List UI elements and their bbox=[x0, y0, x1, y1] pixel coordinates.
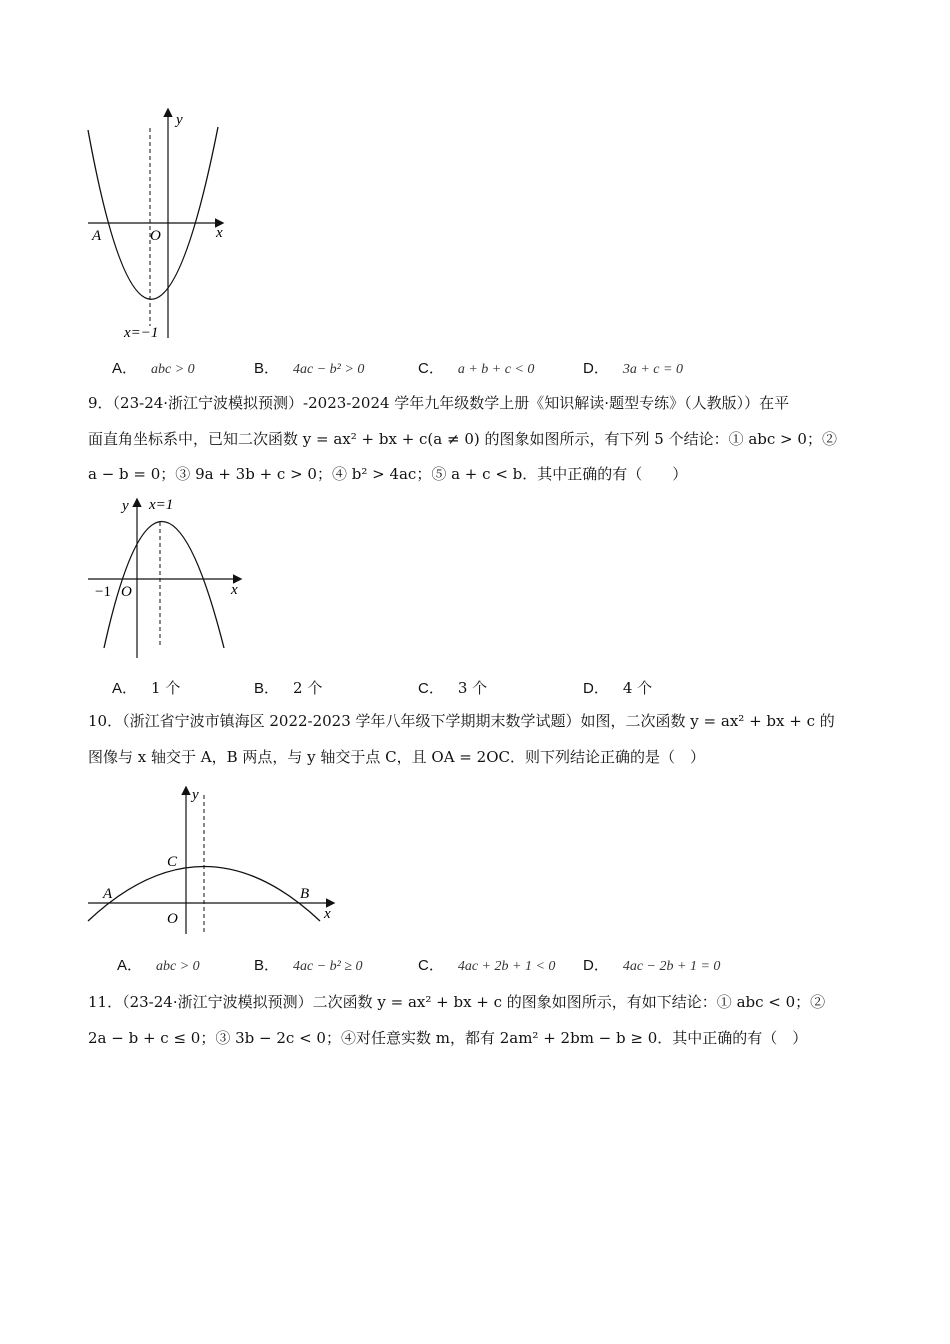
point-c-label: C bbox=[167, 854, 178, 870]
option-expr: 4ac − b² ≥ 0 bbox=[293, 959, 363, 974]
option-expr: 3a + c = 0 bbox=[622, 362, 683, 377]
point-a-label: A bbox=[92, 228, 102, 244]
option-expr: a + b + c < 0 bbox=[457, 362, 535, 377]
figure-q9-parabola bbox=[85, 490, 250, 662]
option-label: D． bbox=[583, 957, 609, 974]
x-axis-label: x bbox=[324, 906, 331, 922]
option-label: A． bbox=[112, 360, 138, 377]
symmetry-axis-label: x=1 bbox=[149, 497, 174, 513]
option-label: B． bbox=[254, 360, 280, 377]
option-label: B． bbox=[254, 680, 280, 697]
q9-option-a[interactable] bbox=[112, 677, 180, 698]
option-expr: 3 个 bbox=[457, 679, 488, 697]
figure-q8-parabola bbox=[80, 105, 240, 345]
option-expr: 1 个 bbox=[151, 679, 181, 697]
option-expr: 4ac − 2b + 1 = 0 bbox=[622, 959, 721, 974]
parabola-curve bbox=[88, 127, 218, 299]
option-label: C． bbox=[418, 680, 444, 697]
option-label: C． bbox=[418, 360, 444, 377]
q8-option-a[interactable] bbox=[112, 357, 195, 378]
option-label: A． bbox=[117, 957, 143, 974]
point-a-label: A bbox=[103, 886, 113, 902]
q10-option-a[interactable] bbox=[117, 954, 200, 975]
figure-q10-parabola bbox=[85, 780, 340, 940]
option-label: C． bbox=[418, 957, 444, 974]
y-axis-label: y bbox=[176, 112, 183, 128]
y-axis-label: y bbox=[122, 498, 129, 514]
q9-option-b[interactable] bbox=[254, 677, 322, 698]
option-expr: 4ac − b² > 0 bbox=[293, 362, 365, 377]
option-expr: abc > 0 bbox=[156, 959, 200, 974]
origin-label: O bbox=[150, 228, 161, 244]
option-expr: 2 个 bbox=[293, 679, 323, 697]
x-axis-label: x bbox=[231, 582, 238, 598]
q9-text-line-2: 面直角坐标系中，已知二次函数 y = ax² + bx + c(a ≠ 0) 的图象如图所示，有下列 5 个结论：① abc > 0；② bbox=[88, 430, 837, 448]
origin-label: O bbox=[167, 911, 178, 927]
q10-option-b[interactable] bbox=[254, 954, 363, 975]
option-label: B． bbox=[254, 957, 280, 974]
option-label: D． bbox=[583, 680, 609, 697]
option-label: A． bbox=[112, 680, 138, 697]
q10-text-line-2: 图像与 x 轴交于 A，B 两点，与 y 轴交于点 C，且 OA = 2OC．则下列结论正确的是（ ） bbox=[88, 748, 705, 766]
q8-option-c[interactable] bbox=[418, 357, 534, 378]
q10-option-d[interactable] bbox=[583, 954, 720, 975]
option-expr: 4ac + 2b + 1 < 0 bbox=[457, 959, 556, 974]
q8-option-d[interactable] bbox=[583, 357, 683, 378]
q8-option-b[interactable] bbox=[254, 357, 364, 378]
neg-one-label: −1 bbox=[95, 584, 111, 600]
q9-text-line-3: a − b = 0；③ 9a + 3b + c > 0；④ b² > 4ac；⑤ a + c < b．其中正确的有（ ） bbox=[88, 465, 688, 483]
q10-text-line-1: 10．（浙江省宁波市镇海区 2022-2023 学年八年级下学期期末数学试题）如图，二次函数 y = ax² + bx + c 的 bbox=[88, 712, 835, 730]
q9-text-line-1: 9．（23-24·浙江宁波模拟预测）-2023-2024 学年九年级数学上册《知识解读·题型专练》（人教版））在平 bbox=[88, 394, 790, 412]
q11-text-line-2: 2a − b + c ≤ 0；③ 3b − 2c < 0；④对任意实数 m，都有 2am² + 2bm − b ≥ 0．其中正确的有（ ） bbox=[88, 1029, 808, 1047]
origin-label: O bbox=[121, 584, 132, 600]
option-expr: 4 个 bbox=[622, 679, 653, 697]
x-axis-label: x bbox=[216, 225, 223, 241]
q10-option-c[interactable] bbox=[418, 954, 555, 975]
symmetry-axis-label: x=−1 bbox=[124, 325, 159, 341]
y-axis-label: y bbox=[192, 787, 199, 803]
option-label: D． bbox=[583, 360, 609, 377]
q9-option-d[interactable] bbox=[583, 677, 652, 698]
option-expr: abc > 0 bbox=[151, 362, 195, 377]
q11-text-line-1: 11．（23-24·浙江宁波模拟预测）二次函数 y = ax² + bx + c 的图象如图所示，有如下结论：① abc < 0；② bbox=[88, 993, 826, 1011]
point-b-label: B bbox=[300, 886, 310, 902]
q9-option-c[interactable] bbox=[418, 677, 487, 698]
